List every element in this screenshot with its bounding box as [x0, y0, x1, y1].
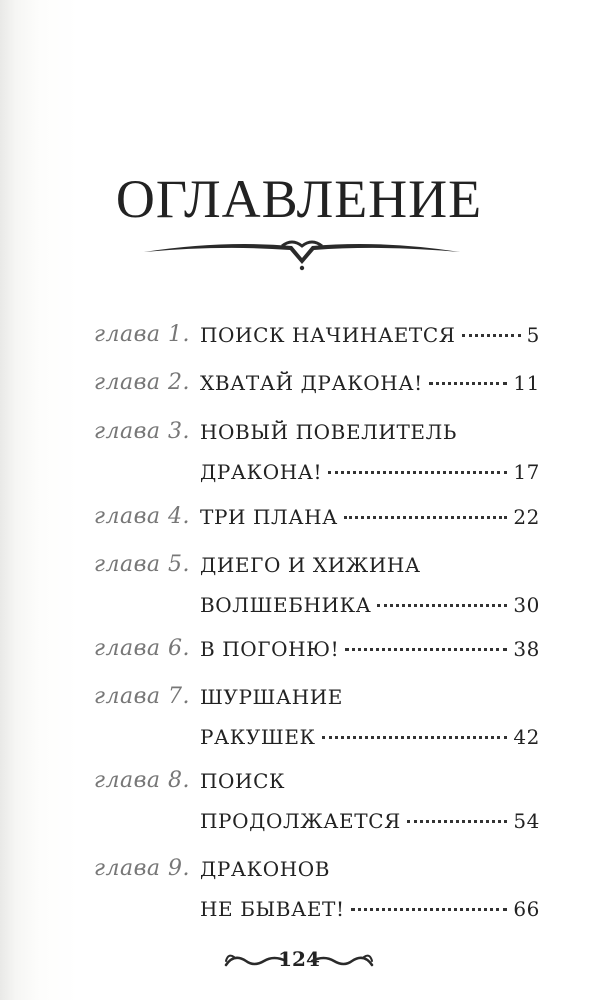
- chapter-number: глава 1.: [93, 322, 190, 347]
- chapter-number: глава 3.: [93, 419, 190, 444]
- chapter-title: ДИЕГО И ХИЖИНА: [200, 553, 421, 577]
- chapter-number: глава 4.: [93, 504, 190, 529]
- leader-dots: [377, 604, 507, 607]
- chapter-title-cont: НЕ БЫВАЕТ!: [200, 897, 345, 921]
- chapter-number: глава 7.: [93, 684, 190, 709]
- chapter-title: В ПОГОНЮ!: [200, 637, 340, 661]
- chapter-title-cont: ДРАКОНА!: [200, 460, 323, 484]
- page-ref: 11: [513, 371, 540, 395]
- chapter-title: ПОИСК: [200, 769, 286, 793]
- chapter-number: глава 6.: [93, 636, 190, 661]
- chapter-title-cont: ПРОДОЛЖАЕТСЯ: [200, 809, 401, 833]
- chapter-number: глава 2.: [93, 370, 190, 395]
- leader-dots: [328, 471, 507, 474]
- page-ref: 30: [513, 593, 540, 617]
- leader-dots: [407, 820, 507, 823]
- page-ref: 22: [513, 505, 540, 529]
- chapter-number: глава 8.: [93, 768, 190, 793]
- title-ornament: [142, 232, 462, 272]
- page-ref: 17: [513, 460, 540, 484]
- page-footer: [0, 945, 598, 981]
- page-ref: 5: [526, 323, 540, 347]
- leader-dots: [345, 648, 507, 651]
- leader-dots: [462, 334, 521, 337]
- chapter-title: ТРИ ПЛАНА: [200, 505, 338, 529]
- chapter-title: ДРАКОНОВ: [200, 857, 331, 881]
- chapter-number: глава 5.: [93, 552, 190, 577]
- leader-dots: [322, 736, 508, 739]
- chapter-title-cont: ВОЛШЕБНИКА: [200, 593, 372, 617]
- chapter-title: ХВАТАЙ ДРАКОНА!: [200, 371, 423, 395]
- leader-dots: [429, 382, 508, 385]
- page-ref: 54: [513, 809, 540, 833]
- page-title: ОГЛАВЛЕНИЕ: [115, 169, 483, 229]
- chapter-title-cont: РАКУШЕК: [200, 725, 316, 749]
- chapter-number: глава 9.: [93, 856, 190, 881]
- page-number: 124: [278, 947, 320, 971]
- chapter-title: НОВЫЙ ПОВЕЛИТЕЛЬ: [200, 420, 457, 444]
- leader-dots: [351, 908, 508, 911]
- leader-dots: [344, 516, 507, 519]
- page-ref: 42: [513, 725, 540, 749]
- right-swirl-ornament: [310, 949, 374, 973]
- chapter-title: ШУРШАНИЕ: [200, 685, 343, 709]
- page-ref: 66: [513, 897, 540, 921]
- chapter-title: ПОИСК НАЧИНАЕТСЯ: [200, 323, 456, 347]
- page-ref: 38: [513, 637, 540, 661]
